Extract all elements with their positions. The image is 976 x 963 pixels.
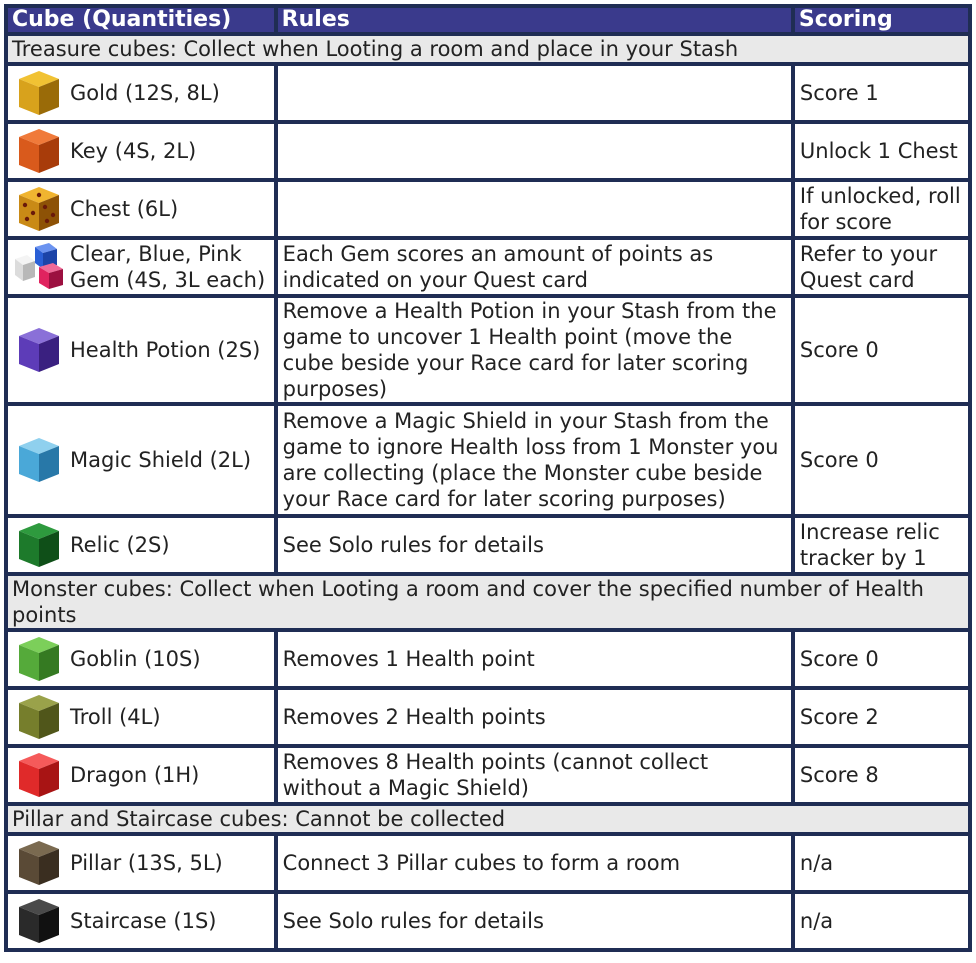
scoring-cell: Score 1 [795,66,968,120]
section-row [8,36,968,62]
rules-cell: Removes 2 Health points [278,690,791,744]
scoring-cell: Increase relic tracker by 1 [795,518,968,572]
cube-name: Chest (6L) [70,197,179,221]
table-row [8,406,968,514]
scoring-cell: n/a [795,894,968,948]
cube-name: Magic Shield (2L) [70,448,252,472]
rules-cell: Remove a Health Potion in your Stash from the game to uncover 1 Health point (move the cube beside your Race card for later scoring purposes) [278,298,791,402]
header-scoring: Scoring [795,8,968,32]
cube-name: Clear, Blue, Pink Gem (4S, 3L each) [70,242,266,292]
table-row [8,836,968,890]
table-row [8,632,968,686]
section-title: Treasure cubes: Collect when Looting a room and place in your Stash [8,36,968,62]
scoring-cell: If unlocked, roll for score [795,182,968,236]
cube-name: Pillar (13S, 5L) [70,851,223,875]
table-row [8,690,968,744]
cube-name: Goblin (10S) [70,647,201,671]
cube-cell [8,690,274,744]
cube-name: Staircase (1S) [70,909,217,933]
header-row [8,8,968,32]
cube-cell [8,124,274,178]
section-title: Monster cubes: Collect when Looting a room and cover the specified number of Health points [8,576,968,628]
cube-name: Gold (12S, 8L) [70,81,220,105]
health-potion-cube-icon [13,326,65,374]
cube-cell [8,66,274,120]
rules-cell: Removes 1 Health point [278,632,791,686]
table-row [8,182,968,236]
table-row [8,894,968,948]
rules-cell: Removes 8 Health points (cannot collect without a Magic Shield) [278,748,791,802]
header-rules: Rules [278,8,791,32]
rules-cell [278,66,791,120]
scoring-cell: Score 2 [795,690,968,744]
cube-cell [8,748,274,802]
gem-cubes-icon [13,243,65,291]
section-title: Pillar and Staircase cubes: Cannot be collected [8,806,968,832]
section-row [8,806,968,832]
rules-cell [278,124,791,178]
table-row [8,124,968,178]
chest-cube-icon [13,185,65,233]
key-cube-icon [13,127,65,175]
cube-cell [8,298,274,402]
cube-cell [8,406,274,514]
scoring-cell: Score 0 [795,632,968,686]
cube-name: Health Potion (2S) [70,338,261,362]
cube-name: Troll (4L) [70,705,161,729]
cube-name: Key (4S, 2L) [70,139,197,163]
scoring-cell: Unlock 1 Chest [795,124,968,178]
scoring-cell: Score 0 [795,298,968,402]
cube-name: Relic (2S) [70,533,170,557]
rules-cell: See Solo rules for details [278,518,791,572]
cube-cell [8,240,274,294]
table-body [8,36,968,948]
cube-cell [8,518,274,572]
cubes-table [4,4,972,952]
staircase-cube-icon [13,897,65,945]
header-cube: Cube (Quantities) [8,8,274,32]
scoring-cell: Score 0 [795,406,968,514]
table-row [8,66,968,120]
rules-cell: Each Gem scores an amount of points as indicated on your Quest card [278,240,791,294]
cube-cell [8,632,274,686]
table-row [8,298,968,402]
goblin-cube-icon [13,635,65,683]
gold-cube-icon [13,69,65,117]
cube-cell [8,182,274,236]
pillar-cube-icon [13,839,65,887]
troll-cube-icon [13,693,65,741]
table-row [8,240,968,294]
scoring-cell: Refer to your Quest card [795,240,968,294]
dragon-cube-icon [13,751,65,799]
section-row [8,576,968,628]
rules-cell: Connect 3 Pillar cubes to form a room [278,836,791,890]
scoring-cell: Score 8 [795,748,968,802]
rules-cell: Remove a Magic Shield in your Stash from the game to ignore Health loss from 1 Monster you are collecting (place the Monster cube beside your Race card for later scoring purposes) [278,406,791,514]
cube-cell [8,836,274,890]
table-row [8,518,968,572]
rules-cell [278,182,791,236]
magic-shield-cube-icon [13,436,65,484]
rules-cell: See Solo rules for details [278,894,791,948]
cube-cell [8,894,274,948]
scoring-cell: n/a [795,836,968,890]
relic-cube-icon [13,521,65,569]
table-row [8,748,968,802]
cube-name: Dragon (1H) [70,763,200,787]
